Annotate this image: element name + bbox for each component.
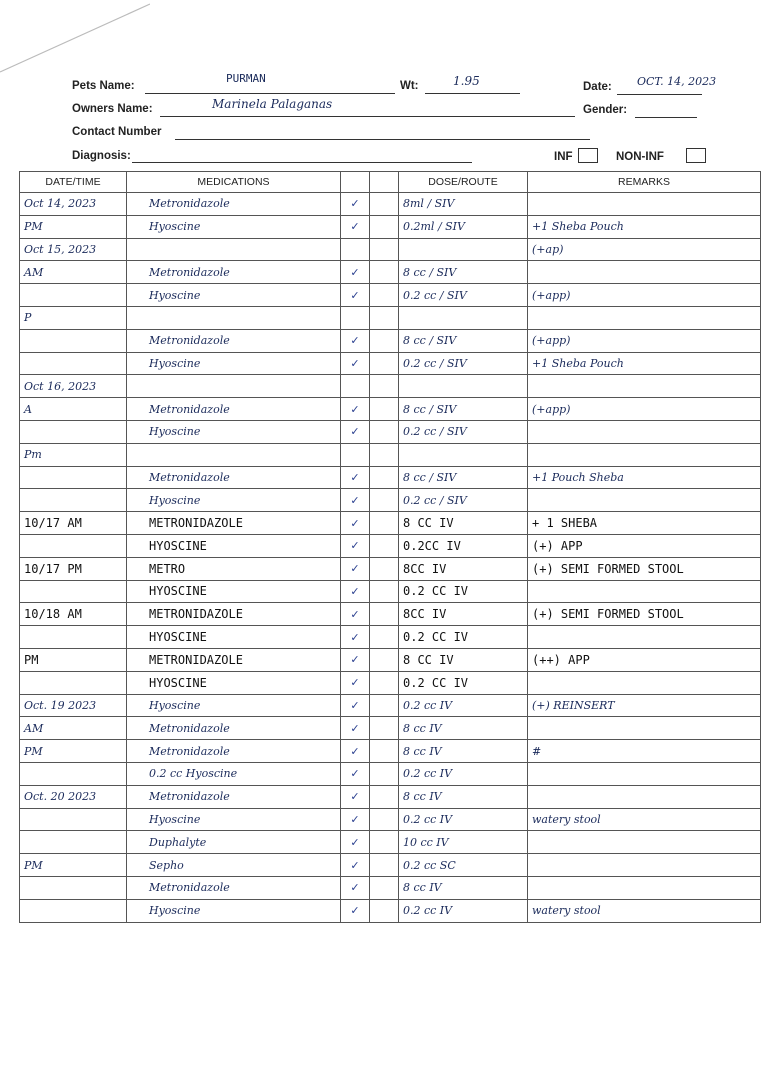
blank-cell xyxy=(370,740,399,763)
treatment-table xyxy=(19,171,761,923)
check-mark-cell: ✓ xyxy=(341,193,370,216)
remarks-cell xyxy=(528,375,761,398)
remarks-cell xyxy=(528,854,761,877)
dose-route-cell: 0.2CC IV xyxy=(399,534,528,557)
dose-route-cell xyxy=(399,443,528,466)
date-time-cell xyxy=(20,466,127,489)
wt-line xyxy=(425,93,520,94)
check-mark-cell: ✓ xyxy=(341,671,370,694)
blank-cell xyxy=(370,512,399,535)
diagnosis-line xyxy=(132,162,472,163)
remarks-cell: (+) APP xyxy=(528,534,761,557)
blank-cell xyxy=(370,352,399,375)
dose-route-cell: 8ml / SIV xyxy=(399,193,528,216)
remarks-cell: +1 Sheba Pouch xyxy=(528,215,761,238)
table-row xyxy=(20,876,761,899)
owners-name-label: Owners Name: xyxy=(72,103,153,115)
date-time-cell: PM xyxy=(20,648,127,671)
dose-route-cell: 8 cc / SIV xyxy=(399,329,528,352)
folded-corner xyxy=(0,0,150,80)
table-row xyxy=(20,694,761,717)
check-mark-cell xyxy=(341,443,370,466)
medication-cell: Hyoscine xyxy=(127,489,341,512)
date-time-cell: 10/17 AM xyxy=(20,512,127,535)
dose-route-cell: 8CC IV xyxy=(399,557,528,580)
medication-cell: Sepho xyxy=(127,854,341,877)
medication-cell: Hyoscine xyxy=(127,284,341,307)
non-inf-label: NON-INF xyxy=(616,151,664,163)
table-row xyxy=(20,831,761,854)
medication-cell: Metronidazole xyxy=(127,717,341,740)
blank-cell xyxy=(370,215,399,238)
blank-cell xyxy=(370,694,399,717)
blank-cell xyxy=(370,854,399,877)
remarks-cell xyxy=(528,306,761,329)
table-row xyxy=(20,785,761,808)
remarks-cell: watery stool xyxy=(528,899,761,922)
medication-cell: Hyoscine xyxy=(127,420,341,443)
check-header xyxy=(341,172,370,193)
remarks-cell: (+) SEMI FORMED STOOL xyxy=(528,557,761,580)
dose-route-cell: 8CC IV xyxy=(399,603,528,626)
date-line xyxy=(617,94,702,95)
table-row xyxy=(20,398,761,421)
medication-cell: METRO xyxy=(127,557,341,580)
dose-route-cell: 8 CC IV xyxy=(399,648,528,671)
date-value: OCT. 14, 2023 xyxy=(637,75,717,88)
contact-number-label: Contact Number xyxy=(72,126,162,138)
table-row xyxy=(20,352,761,375)
medication-cell: Metronidazole xyxy=(127,193,341,216)
table-row xyxy=(20,603,761,626)
blank-cell xyxy=(370,329,399,352)
table-row xyxy=(20,534,761,557)
check-mark-cell: ✓ xyxy=(341,876,370,899)
blank-cell xyxy=(370,284,399,307)
remarks-header: REMARKS xyxy=(528,172,761,193)
check-mark-cell: ✓ xyxy=(341,557,370,580)
dose-route-cell: 8 cc IV xyxy=(399,740,528,763)
remarks-cell xyxy=(528,831,761,854)
blank-cell xyxy=(370,785,399,808)
dose-route-cell: 0.2 cc / SIV xyxy=(399,352,528,375)
date-time-cell: AM xyxy=(20,261,127,284)
table-row xyxy=(20,717,761,740)
check-mark-cell: ✓ xyxy=(341,489,370,512)
owners-name-line xyxy=(160,116,575,117)
blank-cell xyxy=(370,603,399,626)
check-mark-cell: ✓ xyxy=(341,740,370,763)
dose-route-cell: 8 CC IV xyxy=(399,512,528,535)
check-mark-cell xyxy=(341,306,370,329)
diagnosis-label: Diagnosis: xyxy=(72,150,131,162)
remarks-cell: (+app) xyxy=(528,329,761,352)
dose-route-cell: 0.2 cc IV xyxy=(399,762,528,785)
check-mark-cell xyxy=(341,238,370,261)
blank-cell xyxy=(370,648,399,671)
table-row xyxy=(20,762,761,785)
dose-route-cell: 0.2 cc IV xyxy=(399,808,528,831)
check-mark-cell: ✓ xyxy=(341,603,370,626)
remarks-cell: watery stool xyxy=(528,808,761,831)
gender-line xyxy=(635,117,697,118)
blank-cell xyxy=(370,626,399,649)
dose-route-cell: 8 cc IV xyxy=(399,717,528,740)
blank-cell xyxy=(370,557,399,580)
medication-cell: HYOSCINE xyxy=(127,671,341,694)
inf-checkbox[interactable] xyxy=(578,148,598,163)
table-row xyxy=(20,375,761,398)
check-mark-cell: ✓ xyxy=(341,420,370,443)
remarks-cell: (+app) xyxy=(528,398,761,421)
medication-cell xyxy=(127,375,341,398)
medication-cell: METRONIDAZOLE xyxy=(127,512,341,535)
table-row xyxy=(20,740,761,763)
date-time-cell xyxy=(20,808,127,831)
remarks-cell xyxy=(528,717,761,740)
date-time-cell xyxy=(20,329,127,352)
check-mark-cell: ✓ xyxy=(341,580,370,603)
medication-cell xyxy=(127,238,341,261)
remarks-cell xyxy=(528,193,761,216)
check-mark-cell: ✓ xyxy=(341,717,370,740)
medication-cell: Metronidazole xyxy=(127,261,341,284)
date-time-cell: AM xyxy=(20,717,127,740)
medication-cell: Metronidazole xyxy=(127,398,341,421)
medication-cell: HYOSCINE xyxy=(127,534,341,557)
check-mark-cell: ✓ xyxy=(341,215,370,238)
date-time-cell xyxy=(20,352,127,375)
medication-cell xyxy=(127,306,341,329)
blank-cell xyxy=(370,671,399,694)
dose-route-header: DOSE/ROUTE xyxy=(399,172,528,193)
remarks-cell xyxy=(528,261,761,284)
check-mark-cell: ✓ xyxy=(341,352,370,375)
check-mark-cell: ✓ xyxy=(341,899,370,922)
date-time-cell: Oct. 20 2023 xyxy=(20,785,127,808)
dose-route-cell: 8 cc / SIV xyxy=(399,466,528,489)
medication-cell xyxy=(127,443,341,466)
date-time-cell: Oct 16, 2023 xyxy=(20,375,127,398)
table-header-row xyxy=(20,172,761,193)
table-row xyxy=(20,238,761,261)
dose-route-cell: 0.2 cc / SIV xyxy=(399,489,528,512)
table-row xyxy=(20,261,761,284)
dose-route-cell: 0.2 CC IV xyxy=(399,671,528,694)
dose-route-cell: 0.2 cc SC xyxy=(399,854,528,877)
medication-cell: Hyoscine xyxy=(127,899,341,922)
pets-name-line xyxy=(145,93,395,94)
remarks-cell: (+app) xyxy=(528,284,761,307)
remarks-cell: # xyxy=(528,740,761,763)
table-row xyxy=(20,899,761,922)
check-mark-cell: ✓ xyxy=(341,648,370,671)
dose-route-cell: 8 cc IV xyxy=(399,876,528,899)
blank-cell xyxy=(370,534,399,557)
check-mark-cell: ✓ xyxy=(341,261,370,284)
date-time-cell: P xyxy=(20,306,127,329)
date-time-cell xyxy=(20,626,127,649)
date-time-cell: PM xyxy=(20,740,127,763)
dose-route-cell: 0.2 cc IV xyxy=(399,694,528,717)
date-time-cell: Oct 14, 2023 xyxy=(20,193,127,216)
dose-route-cell: 0.2 cc / SIV xyxy=(399,420,528,443)
check-mark-cell: ✓ xyxy=(341,284,370,307)
pets-name-value: PURMAN xyxy=(226,72,266,85)
inf-label: INF xyxy=(554,151,573,163)
non-inf-checkbox[interactable] xyxy=(686,148,706,163)
blank-cell xyxy=(370,375,399,398)
dose-route-cell: 10 cc IV xyxy=(399,831,528,854)
dose-route-cell xyxy=(399,375,528,398)
date-time-cell: Oct 15, 2023 xyxy=(20,238,127,261)
check-mark-cell: ✓ xyxy=(341,512,370,535)
blank-cell xyxy=(370,717,399,740)
check-mark-cell: ✓ xyxy=(341,626,370,649)
blank-cell xyxy=(370,398,399,421)
remarks-cell: +1 Sheba Pouch xyxy=(528,352,761,375)
medication-cell: 0.2 cc Hyoscine xyxy=(127,762,341,785)
check-mark-cell: ✓ xyxy=(341,466,370,489)
date-time-header: DATE/TIME xyxy=(20,172,127,193)
remarks-cell xyxy=(528,762,761,785)
medication-cell: HYOSCINE xyxy=(127,626,341,649)
medication-cell: Hyoscine xyxy=(127,808,341,831)
contact-number-line xyxy=(175,139,590,140)
remarks-cell xyxy=(528,876,761,899)
dose-route-cell: 0.2 cc / SIV xyxy=(399,284,528,307)
table-row xyxy=(20,329,761,352)
table-row xyxy=(20,284,761,307)
medications-header: MEDICATIONS xyxy=(127,172,341,193)
wt-value: 1.95 xyxy=(453,74,480,88)
date-time-cell xyxy=(20,580,127,603)
table-row xyxy=(20,626,761,649)
check-mark-cell: ✓ xyxy=(341,398,370,421)
remarks-cell: (++) APP xyxy=(528,648,761,671)
remarks-cell: (+) SEMI FORMED STOOL xyxy=(528,603,761,626)
dose-route-cell: 0.2ml / SIV xyxy=(399,215,528,238)
check-mark-cell: ✓ xyxy=(341,694,370,717)
date-time-cell xyxy=(20,420,127,443)
check-mark-cell: ✓ xyxy=(341,808,370,831)
medication-cell: HYOSCINE xyxy=(127,580,341,603)
date-time-cell: PM xyxy=(20,854,127,877)
table-row xyxy=(20,580,761,603)
check-mark-cell: ✓ xyxy=(341,762,370,785)
dose-route-cell: 0.2 cc IV xyxy=(399,899,528,922)
table-row xyxy=(20,193,761,216)
table-row xyxy=(20,512,761,535)
date-time-cell xyxy=(20,284,127,307)
date-time-cell: Pm xyxy=(20,443,127,466)
medication-cell: Duphalyte xyxy=(127,831,341,854)
remarks-cell: + 1 SHEBA xyxy=(528,512,761,535)
date-time-cell xyxy=(20,671,127,694)
medication-cell: Metronidazole xyxy=(127,329,341,352)
remarks-cell xyxy=(528,489,761,512)
blank-cell xyxy=(370,489,399,512)
check-mark-cell: ✓ xyxy=(341,785,370,808)
blank-cell xyxy=(370,466,399,489)
dose-route-cell: 0.2 CC IV xyxy=(399,626,528,649)
table-row xyxy=(20,648,761,671)
pets-name-label: Pets Name: xyxy=(72,80,135,92)
remarks-cell xyxy=(528,785,761,808)
medication-cell: Metronidazole xyxy=(127,466,341,489)
date-time-cell: Oct. 19 2023 xyxy=(20,694,127,717)
check-mark-cell: ✓ xyxy=(341,854,370,877)
remarks-cell xyxy=(528,580,761,603)
medication-cell: Metronidazole xyxy=(127,740,341,763)
table-row xyxy=(20,466,761,489)
medication-cell: Metronidazole xyxy=(127,876,341,899)
check-mark-cell xyxy=(341,375,370,398)
date-label: Date: xyxy=(583,81,612,93)
blank-cell xyxy=(370,261,399,284)
blank-cell xyxy=(370,193,399,216)
dose-route-cell: 0.2 CC IV xyxy=(399,580,528,603)
dose-route-cell xyxy=(399,306,528,329)
date-time-cell xyxy=(20,899,127,922)
table-row xyxy=(20,215,761,238)
date-time-cell: A xyxy=(20,398,127,421)
remarks-cell xyxy=(528,671,761,694)
blank-cell xyxy=(370,238,399,261)
table-body xyxy=(20,193,761,923)
blank-cell xyxy=(370,876,399,899)
blank-cell xyxy=(370,762,399,785)
medication-cell: Hyoscine xyxy=(127,215,341,238)
medication-cell: Metronidazole xyxy=(127,785,341,808)
check-mark-cell: ✓ xyxy=(341,831,370,854)
table-row xyxy=(20,671,761,694)
blank-cell xyxy=(370,580,399,603)
check-mark-cell: ✓ xyxy=(341,534,370,557)
table-row xyxy=(20,557,761,580)
date-time-cell: 10/18 AM xyxy=(20,603,127,626)
date-time-cell xyxy=(20,876,127,899)
blank-cell xyxy=(370,808,399,831)
medication-cell: Hyoscine xyxy=(127,352,341,375)
blank-cell xyxy=(370,831,399,854)
table-row xyxy=(20,854,761,877)
blank-cell xyxy=(370,443,399,466)
dose-route-cell: 8 cc IV xyxy=(399,785,528,808)
check-mark-cell: ✓ xyxy=(341,329,370,352)
remarks-cell: (+) REINSERT xyxy=(528,694,761,717)
blank-cell xyxy=(370,899,399,922)
dose-route-cell: 8 cc / SIV xyxy=(399,261,528,284)
dose-route-cell: 8 cc / SIV xyxy=(399,398,528,421)
blank-cell xyxy=(370,306,399,329)
table-row xyxy=(20,306,761,329)
table-row xyxy=(20,489,761,512)
remarks-cell: (+ap) xyxy=(528,238,761,261)
date-time-cell xyxy=(20,831,127,854)
remarks-cell xyxy=(528,626,761,649)
gender-label: Gender: xyxy=(583,104,628,116)
wt-label: Wt: xyxy=(400,80,419,92)
dose-route-cell xyxy=(399,238,528,261)
remarks-cell xyxy=(528,420,761,443)
blank-header xyxy=(370,172,399,193)
medication-cell: METRONIDAZOLE xyxy=(127,603,341,626)
blank-cell xyxy=(370,420,399,443)
medication-cell: Hyoscine xyxy=(127,694,341,717)
remarks-cell xyxy=(528,443,761,466)
remarks-cell: +1 Pouch Sheba xyxy=(528,466,761,489)
table-row xyxy=(20,420,761,443)
table-row xyxy=(20,808,761,831)
medication-cell: METRONIDAZOLE xyxy=(127,648,341,671)
date-time-cell: PM xyxy=(20,215,127,238)
table-row xyxy=(20,443,761,466)
date-time-cell: 10/17 PM xyxy=(20,557,127,580)
owners-name-value: Marinela Palaganas xyxy=(212,97,333,111)
date-time-cell xyxy=(20,489,127,512)
date-time-cell xyxy=(20,762,127,785)
date-time-cell xyxy=(20,534,127,557)
